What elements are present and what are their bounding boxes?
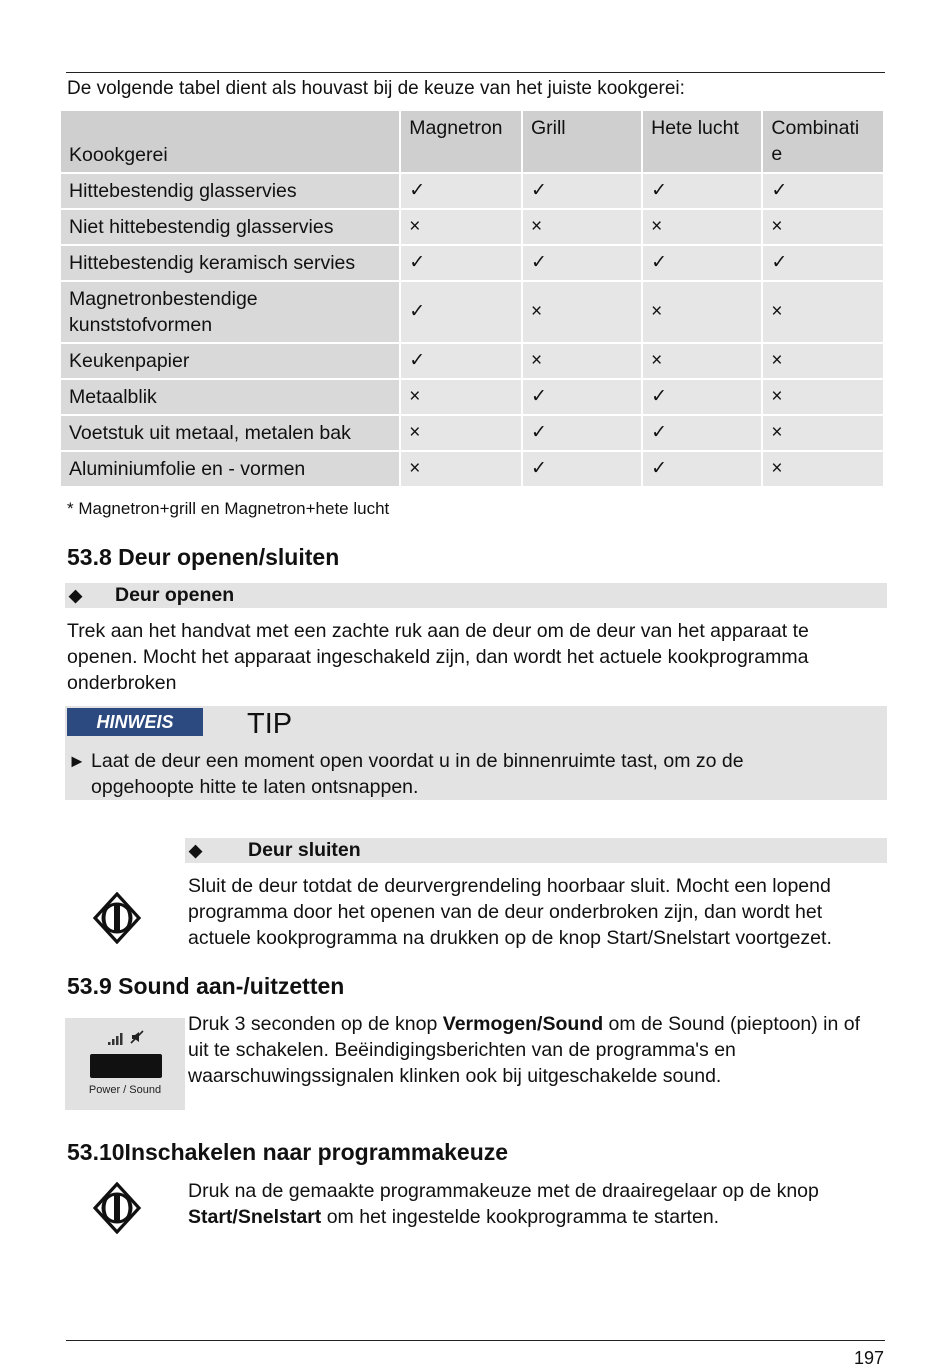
start-knob-icon xyxy=(92,892,142,949)
paragraph-deur-openen: Trek aan het handvat met een zachte ruk aan de deur om de deur van het apparaat te openen. Mocht het apparaat ingeschakeld zijn, dan wordt het actuele kookprogramma onderbroken xyxy=(67,620,809,694)
cross-mark-icon: × xyxy=(523,210,641,244)
tip-title: TIP xyxy=(247,708,293,740)
start-button-name: Start/Snelstart xyxy=(188,1206,322,1228)
cookware-label: Keukenpapier xyxy=(61,344,399,378)
top-rule xyxy=(66,72,885,73)
sound-text-pre: Druk 3 seconden op de knop xyxy=(188,1013,443,1035)
section-heading-53-10: 53.10Inschakelen naar programmakeuze xyxy=(67,1139,509,1165)
table-header-cell: Hete lucht xyxy=(643,111,761,172)
cookware-label: Hittebestendig keramisch servies xyxy=(61,246,399,280)
signal-bars-icon xyxy=(108,1032,126,1046)
start-knob-icon xyxy=(92,1182,142,1239)
cookware-label: Magnetronbestendige kunststofvormen xyxy=(61,282,399,342)
start-text-pre: Druk na de gemaakte programmakeuze met de draairegelaar op de knop xyxy=(188,1180,819,1202)
check-mark-icon: ✓ xyxy=(643,380,761,414)
check-mark-icon: ✓ xyxy=(763,174,883,208)
cross-mark-icon: × xyxy=(643,344,761,378)
cross-mark-icon: × xyxy=(763,210,883,244)
cross-mark-icon: × xyxy=(763,282,883,342)
cookware-label: Niet hittebestendig glasservies xyxy=(61,210,399,244)
cross-mark-icon: × xyxy=(401,380,521,414)
subheading-label: Deur openen xyxy=(115,584,235,606)
check-mark-icon: ✓ xyxy=(401,246,521,280)
bottom-rule xyxy=(66,1340,885,1341)
cross-mark-icon: × xyxy=(523,282,641,342)
check-mark-icon: ✓ xyxy=(523,246,641,280)
start-text-post: om het ingestelde kookprogramma te starten. xyxy=(321,1206,720,1228)
table-row xyxy=(61,246,883,280)
paragraph-start xyxy=(188,1178,883,1230)
cookware-label: Aluminiumfolie en - vormen xyxy=(61,452,399,486)
intro-text: De volgende tabel dient als houvast bij de keuze van het juiste kookgerei: xyxy=(67,78,685,99)
cookware-table xyxy=(59,109,885,488)
cookware-label: Voetstuk uit metaal, metalen bak xyxy=(61,416,399,450)
section-heading-53-9: 53.9 Sound aan-/uitzetten xyxy=(67,973,345,999)
table-header-cell: Koookgerei xyxy=(61,111,399,172)
table-row xyxy=(61,174,883,208)
cross-mark-icon: × xyxy=(763,416,883,450)
sound-button-name: Vermogen/Sound xyxy=(442,1013,604,1035)
cookware-label: Metaalblik xyxy=(61,380,399,414)
section-heading-53-8: 53.8 Deur openen/sluiten xyxy=(67,544,340,570)
table-row xyxy=(61,416,883,450)
check-mark-icon: ✓ xyxy=(401,174,521,208)
paragraph-sound xyxy=(188,1011,883,1089)
table-header-cell: Grill xyxy=(523,111,641,172)
check-mark-icon: ✓ xyxy=(643,174,761,208)
diamond-bullet-icon: ◆ xyxy=(189,841,203,860)
check-mark-icon: ✓ xyxy=(763,246,883,280)
cross-mark-icon: × xyxy=(643,282,761,342)
page-number: 197 xyxy=(853,1348,884,1368)
table-row xyxy=(61,380,883,414)
table-header-cell: Combinati e xyxy=(763,111,883,172)
mute-icon xyxy=(130,1030,144,1044)
check-mark-icon: ✓ xyxy=(401,344,521,378)
check-mark-icon: ✓ xyxy=(523,380,641,414)
cookware-label: Hittebestendig glasservies xyxy=(61,174,399,208)
cross-mark-icon: × xyxy=(401,210,521,244)
table-row xyxy=(61,452,883,486)
power-sound-panel xyxy=(65,1018,185,1110)
tip-body: Laat de deur een moment open voordat u in de binnenruimte tast, om zo de opgehoopte hitte te laten ontsnappen. xyxy=(91,750,744,798)
arrow-right-icon: ► xyxy=(68,751,86,771)
paragraph-deur-sluiten: Sluit de deur totdat de deurvergrendeling hoorbaar sluit. Mocht een lopend programma door het openen van de deur onderbroken zijn, dan wordt het actuele kookprogramma na drukken op de knop Start/Snelstart voortgezet. xyxy=(188,875,832,949)
check-mark-icon: ✓ xyxy=(643,246,761,280)
subheading-bar-deur-openen xyxy=(65,583,887,608)
power-sound-button xyxy=(90,1054,162,1078)
cross-mark-icon: × xyxy=(643,210,761,244)
sound-text-post: om de Sound (pieptoon) in of uit te schakelen. Beëindigingsberichten van de programma's en waarschuwingssignalen klinken ook bij uitgeschakelde sound. xyxy=(188,1013,861,1087)
cross-mark-icon: × xyxy=(401,416,521,450)
check-mark-icon: ✓ xyxy=(523,174,641,208)
table-row xyxy=(61,344,883,378)
check-mark-icon: ✓ xyxy=(643,416,761,450)
hinweis-badge: HINWEIS xyxy=(67,708,203,736)
tip-box xyxy=(65,706,887,800)
table-header-cell: Magnetron xyxy=(401,111,521,172)
subheading-label: Deur sluiten xyxy=(248,839,361,861)
cross-mark-icon: × xyxy=(763,452,883,486)
check-mark-icon: ✓ xyxy=(523,452,641,486)
power-sound-label: Power / Sound xyxy=(88,1084,162,1096)
cross-mark-icon: × xyxy=(763,344,883,378)
cross-mark-icon: × xyxy=(763,380,883,414)
cross-mark-icon: × xyxy=(523,344,641,378)
check-mark-icon: ✓ xyxy=(401,282,521,342)
check-mark-icon: ✓ xyxy=(523,416,641,450)
diamond-bullet-icon: ◆ xyxy=(69,586,83,605)
subheading-bar-deur-sluiten xyxy=(185,838,887,863)
table-header-row xyxy=(61,111,883,172)
table-row xyxy=(61,282,883,342)
footnote: * Magnetron+grill en Magnetron+hete lucht xyxy=(67,499,390,518)
check-mark-icon: ✓ xyxy=(643,452,761,486)
cross-mark-icon: × xyxy=(401,452,521,486)
table-row xyxy=(61,210,883,244)
